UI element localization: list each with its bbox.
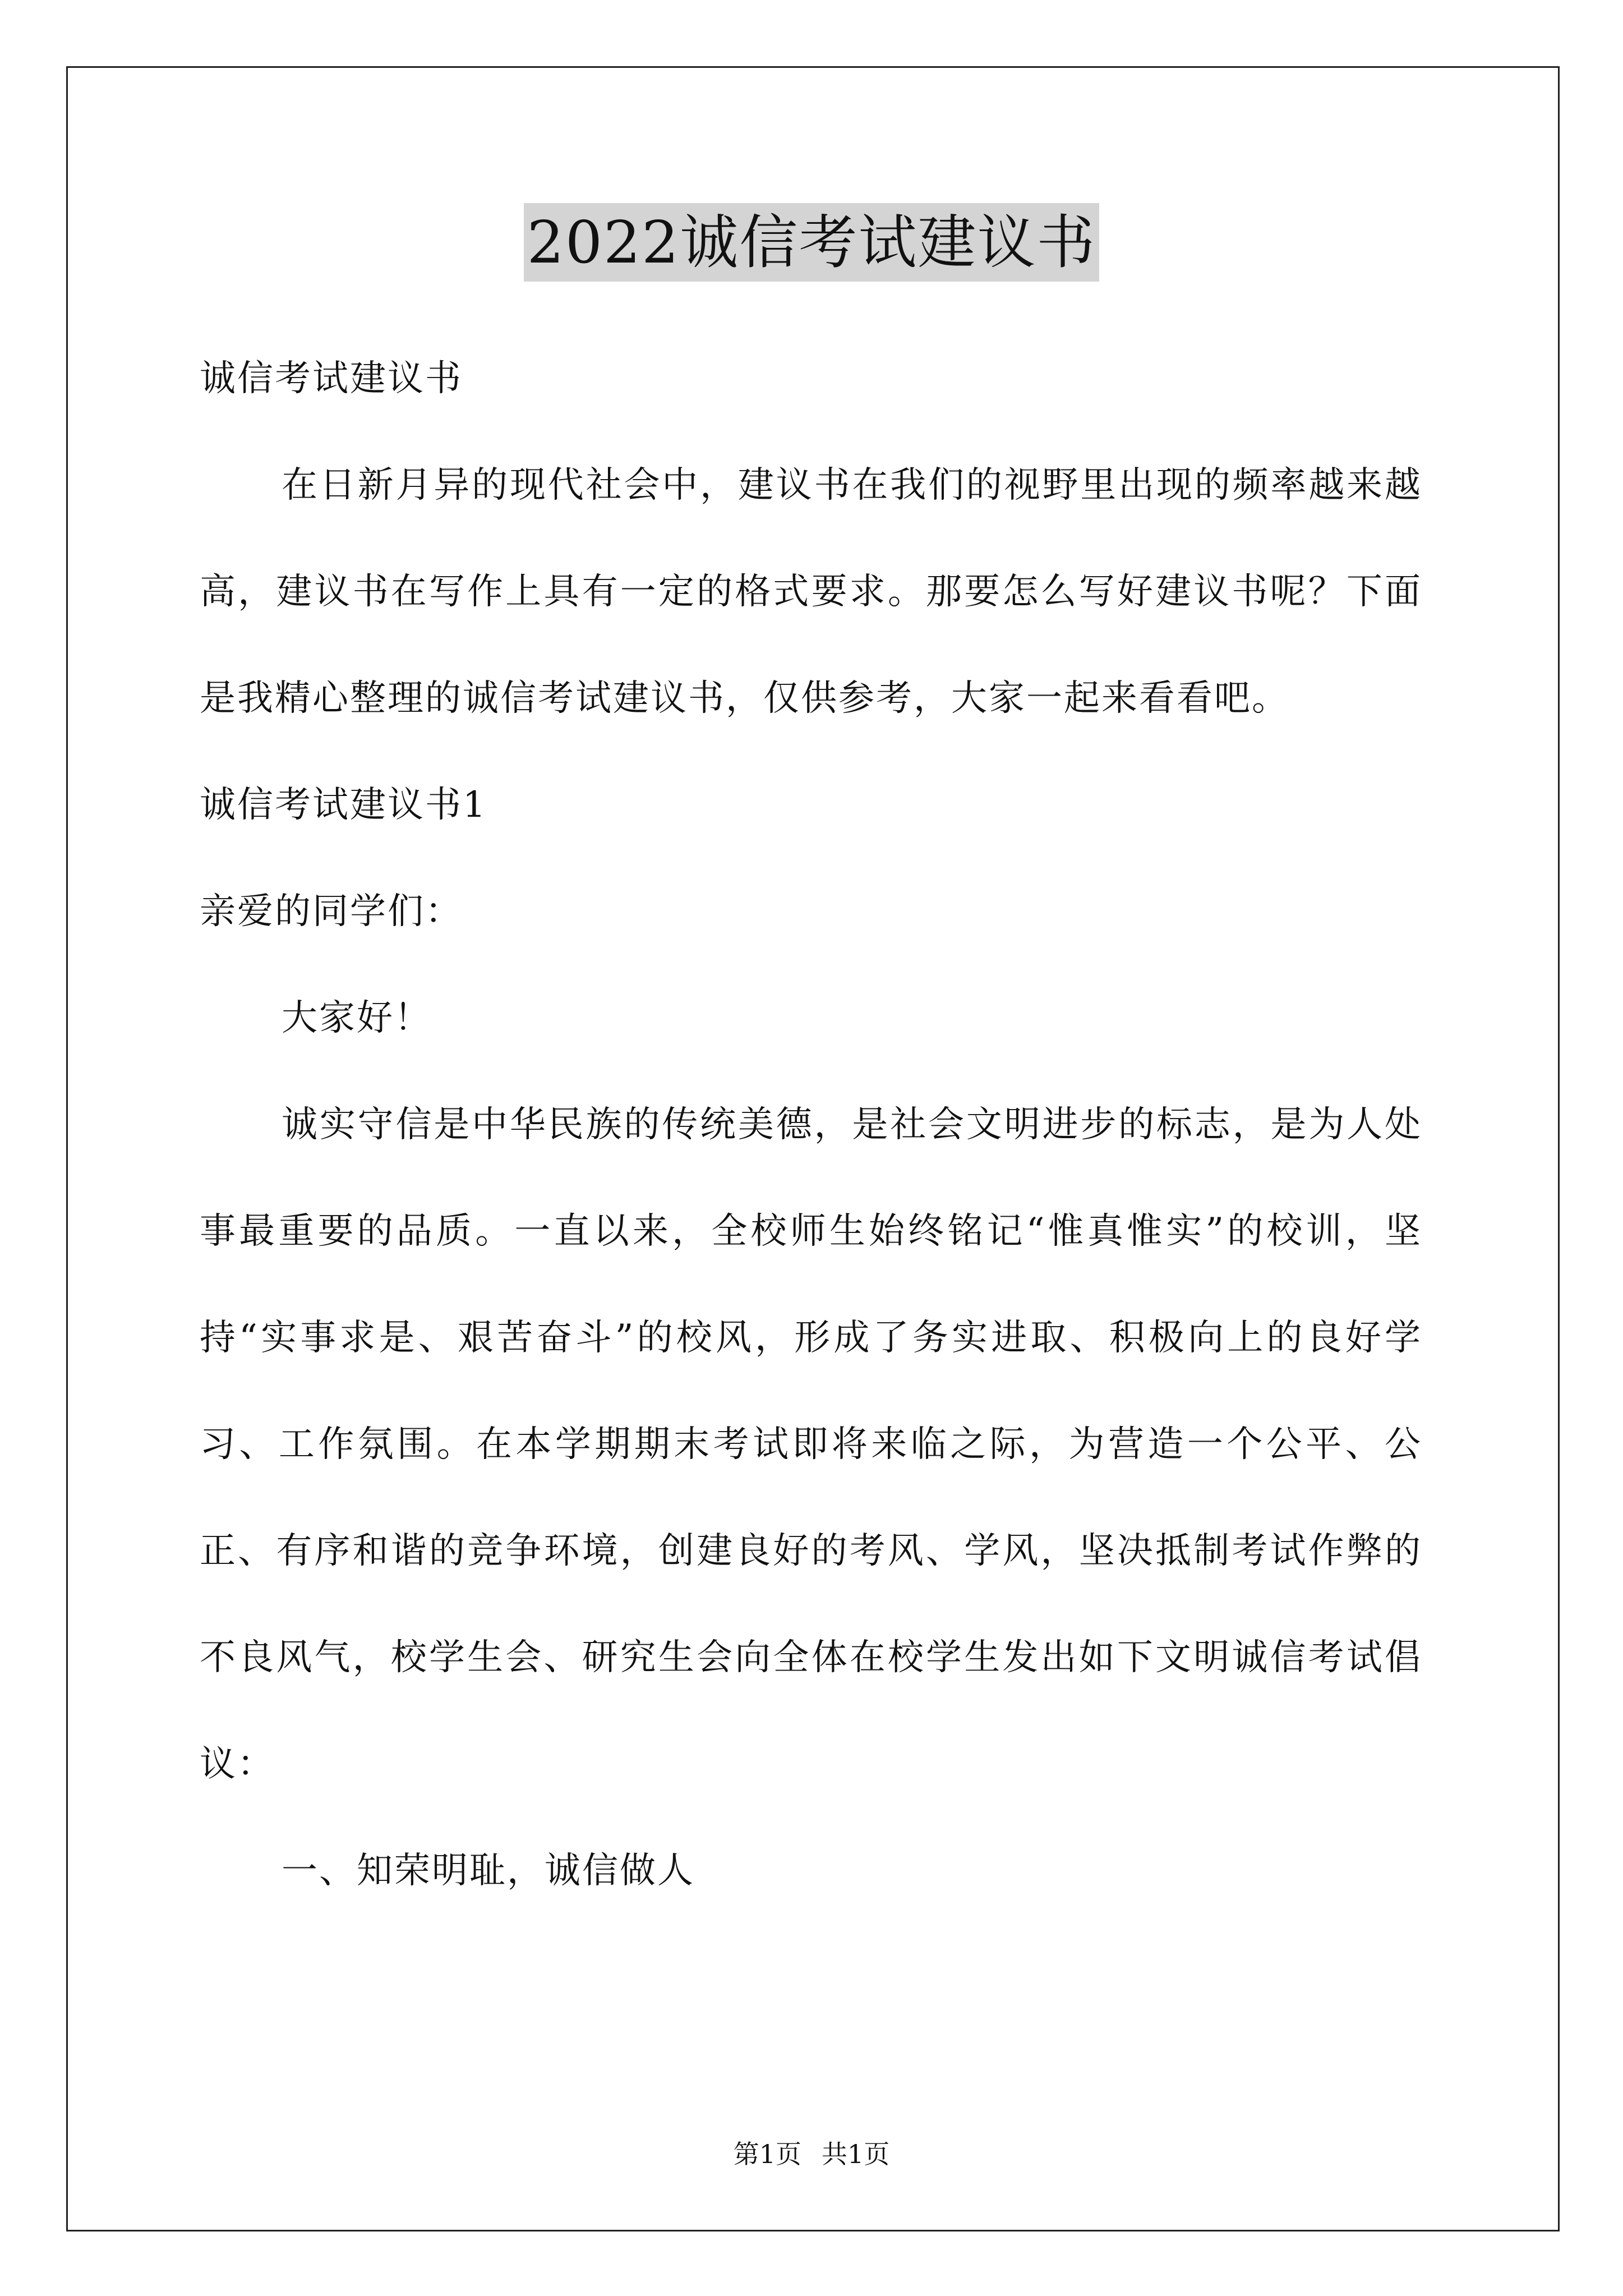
salutation: 亲爱的同学们： bbox=[200, 891, 463, 932]
page-total: 共1页 bbox=[822, 2139, 890, 2169]
page-footer bbox=[0, 2137, 1623, 2171]
point-heading-1: 一、知荣明耻，诚信做人 bbox=[282, 1850, 695, 1892]
intro-paragraph: 在日新月异的现代社会中，建议书在我们的视野里出现的频率越来越高，建议书在写作上具有一定的格式要求。那要怎么写好建议书呢？下面是我精心整理的诚信考试建议书，仅供参考，大家一起来看看吧。 bbox=[200, 464, 1422, 719]
document-body bbox=[200, 325, 1422, 1924]
document-title: 2022诚信考试建议书 bbox=[524, 203, 1100, 282]
section-heading: 诚信考试建议书 bbox=[200, 358, 463, 399]
title-block bbox=[0, 203, 1623, 282]
section-heading-1: 诚信考试建议书1 bbox=[200, 784, 487, 826]
page-number: 第1页 bbox=[733, 2139, 801, 2169]
body-paragraph: 诚实守信是中华民族的传统美德，是社会文明进步的标志，是为人处事最重要的品质。一直以来，全校师生始终铭记“惟真惟实”的校训，坚持“实事求是、艰苦奋斗”的校风，形成了务实进取、积极向上的良好学习、工作氛围。在本学期期末考试即将来临之际，为营造一个公平、公正、有序和谐的竞争环境，创建良好的考风、学风，坚决抵制考试作弊的不良风气，校学生会、研究生会向全体在校学生发出如下文明诚信考试倡议： bbox=[200, 1104, 1422, 1785]
greeting: 大家好！ bbox=[282, 997, 432, 1039]
